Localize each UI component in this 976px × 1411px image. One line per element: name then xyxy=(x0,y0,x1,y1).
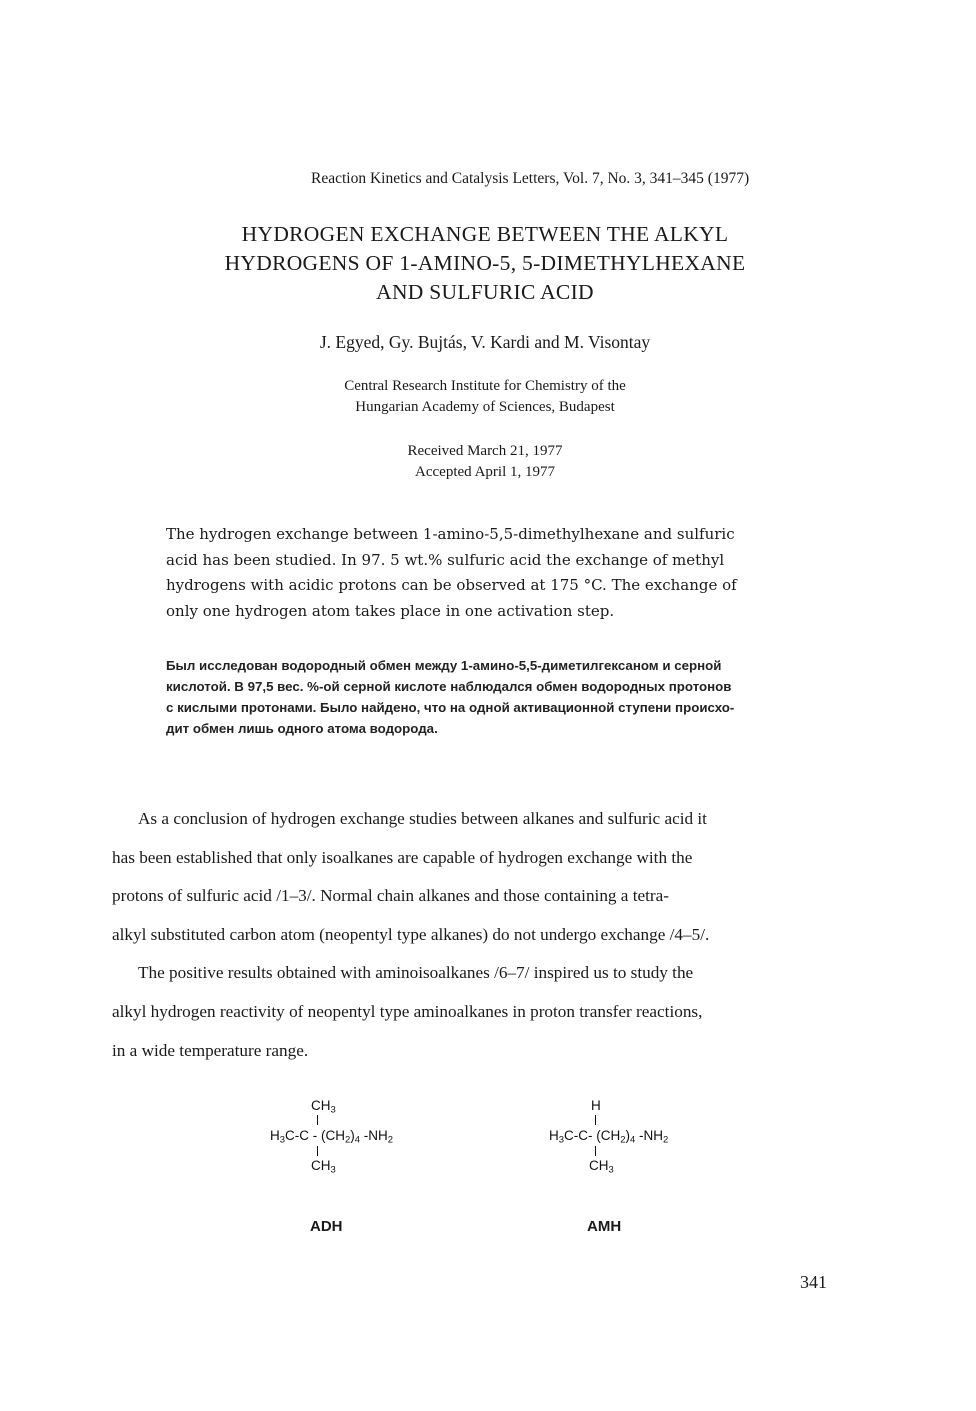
adh-main-right: - $(CH_2)_4$ $-NH_2$ xyxy=(309,1128,393,1146)
structure-amh xyxy=(549,1098,769,1248)
abstract-line: only one hydrogen atom takes place in one activation step. xyxy=(166,601,615,620)
journal-reference: Reaction Kinetics and Catalysis Letters, Vol. 7, No. 3, 341–345 (1977) xyxy=(311,170,750,187)
abstract-english xyxy=(166,522,831,624)
adh-label: ADH xyxy=(310,1218,343,1235)
body-line: alkyl substituted carbon atom (neopentyl type alkanes) do not undergo exchange /4–5/. xyxy=(112,924,710,944)
body-line: alkyl hydrogen reactivity of neopentyl type aminoalkanes in proton transfer reactions, xyxy=(112,1001,703,1021)
page-number: 341 xyxy=(800,1272,827,1292)
title-line: AND SULFURIC ACID xyxy=(376,280,594,304)
adh-top-group: $CH_3$ xyxy=(311,1098,336,1116)
abstract-ru-line: с кислыми протонами. Было найдено, что на одной активационной ступени происхо- xyxy=(166,700,735,715)
adh-bond-top xyxy=(317,1115,318,1125)
amh-bond-bottom xyxy=(595,1146,596,1156)
adh-main-left: $H_3C-C$ xyxy=(270,1128,309,1146)
affiliation xyxy=(150,376,820,418)
structure-adh xyxy=(270,1098,490,1248)
body-line: As a conclusion of hydrogen exchange studies between alkanes and sulfuric acid it xyxy=(138,809,707,828)
abstract-ru-line: Был исследован водородный обмен между 1-амино-5,5-диметилгексаном и серной xyxy=(166,658,722,673)
body-line: has been established that only isoalkanes are capable of hydrogen exchange with the xyxy=(112,847,693,867)
affiliation-line: Central Research Institute for Chemistry of the xyxy=(344,378,626,394)
received-date: Received March 21, 1977 xyxy=(407,443,563,459)
adh-bottom-group: $CH_3$ xyxy=(311,1158,336,1176)
title-line: HYDROGENS OF 1-AMINO-5, 5-DIMETHYLHEXANE xyxy=(224,251,746,275)
body-line: in a wide temperature range. xyxy=(112,1040,309,1060)
abstract-line: The hydrogen exchange between 1-amino-5,5-dimethylhexane and sulfuric xyxy=(166,525,735,543)
abstract-line: hydrogens with acidic protons can be observed at 175 °C. The exchange of xyxy=(166,576,737,594)
amh-main-right: - $(CH_2)_4$ $-NH_2$ xyxy=(588,1128,669,1146)
amh-main-left: $H_3C-C$ xyxy=(549,1128,588,1146)
dates xyxy=(150,441,820,483)
amh-bond-top xyxy=(595,1115,596,1125)
adh-main-chain xyxy=(270,1128,393,1145)
amh-top-group: H xyxy=(591,1098,601,1113)
affiliation-line: Hungarian Academy of Sciences, Budapest xyxy=(355,399,615,415)
abstract-russian xyxy=(166,655,836,739)
paper-title xyxy=(150,220,820,307)
amh-label: AMH xyxy=(587,1218,622,1235)
amh-main-chain xyxy=(549,1128,668,1145)
body-text xyxy=(112,800,872,1070)
body-line: The positive results obtained with aminoisoalkanes /6–7/ inspired us to study the xyxy=(138,963,694,983)
abstract-ru-line: дит обмен лишь одного атома водорода. xyxy=(166,721,438,736)
body-line: protons of sulfuric acid /1–3/. Normal chain alkanes and those containing a tetra- xyxy=(112,886,669,906)
accepted-date: Accepted April 1, 1977 xyxy=(415,464,555,480)
abstract-line: acid has been studied. In 97. 5 wt.% sulfuric acid the exchange of methyl xyxy=(166,550,725,569)
amh-bottom-group: $CH_3$ xyxy=(589,1158,614,1176)
abstract-ru-line: кислотой. В 97,5 вес. %-ой серной кислоте наблюдался обмен водородных протонов xyxy=(166,679,732,694)
authors: J. Egyed, Gy. Bujtás, V. Kardi and M. Visontay xyxy=(319,332,651,352)
adh-bond-bottom xyxy=(317,1146,318,1156)
title-line: HYDROGEN EXCHANGE BETWEEN THE ALKYL xyxy=(241,222,729,246)
